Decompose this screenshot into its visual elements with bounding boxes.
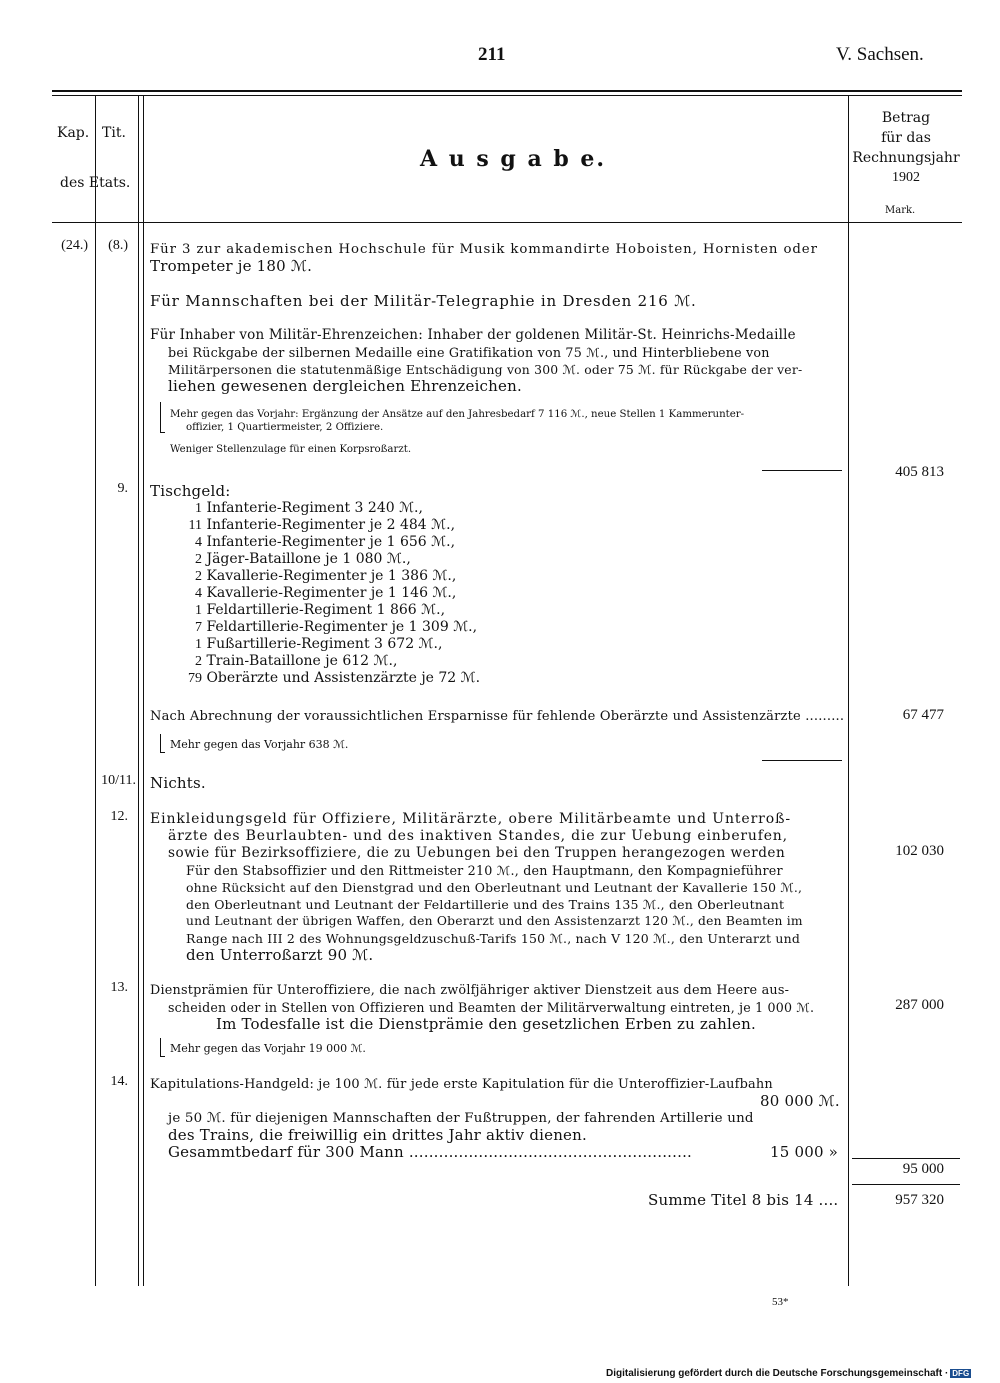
page-number: 211 xyxy=(478,44,506,65)
section-title: A u s g a b e. xyxy=(420,146,607,172)
item-text: Train-Bataillone je 612 ℳ., xyxy=(206,653,398,669)
entry-12-amount: 102 030 xyxy=(895,843,944,859)
entry-9-head: Tischgeld: xyxy=(150,482,231,500)
entry-14-amount: 95 000 xyxy=(902,1161,944,1177)
entry-8-note-2: offizier, 1 Quartiermeister, 2 Offiziere. xyxy=(186,422,384,433)
entry-8-note-1: Mehr gegen das Vorjahr: Ergänzung der Ansätze auf den Jahresbedarf 7 116 ℳ., neue Stellen 1 Kammerunter- xyxy=(170,409,745,420)
entry-8-kap: (24.) xyxy=(61,238,88,253)
top-double-rule-2 xyxy=(52,95,962,96)
entry-14-line-4: des Trains, die freiwillig ein drittes Jahr aktiv dienen. xyxy=(168,1126,587,1144)
item-count: 1 xyxy=(195,603,202,618)
entry-8-line-5: bei Rückgabe der silbernen Medaille eine Gratifikation von 75 ℳ., und Hinterbliebene von xyxy=(168,345,770,360)
sum-label: Summe Titel 8 bis 14 .... xyxy=(648,1191,839,1209)
entry-13-line-3: Im Todesfalle ist die Dienstprämie den gesetzlichen Erben zu zahlen. xyxy=(216,1015,756,1033)
list-item xyxy=(170,670,480,687)
entry-10-tit: 10/11. xyxy=(101,773,136,788)
item-count: 1 xyxy=(195,637,202,652)
item-count: 2 xyxy=(195,654,202,669)
list-item xyxy=(170,551,480,568)
item-count: 1 xyxy=(195,501,202,516)
betrag-line-2: für das xyxy=(881,130,931,146)
item-text: Jäger-Bataillone je 1 080 ℳ., xyxy=(206,551,411,567)
col-divider-amount xyxy=(848,96,849,1286)
item-count: 2 xyxy=(195,552,202,567)
entry-8-subtotal-rule xyxy=(762,470,842,471)
item-text: Feldartillerie-Regimenter je 1 309 ℳ., xyxy=(206,619,478,635)
col-betrag-header xyxy=(850,108,962,188)
item-text: Oberärzte und Assistenzärzte je 72 ℳ. xyxy=(206,670,481,686)
entry-9-note-bracket xyxy=(160,734,165,753)
entry-12-line-8: Range nach III 2 des Wohnungsgeldzuschuß-Tarifs 150 ℳ., nach V 120 ℳ., den Unterarzt und xyxy=(186,931,801,946)
entry-13-note: Mehr gegen das Vorjahr 19 000 ℳ. xyxy=(170,1042,366,1055)
sum-amount: 957 320 xyxy=(895,1192,944,1208)
entry-8-line-2: Trompeter je 180 ℳ. xyxy=(150,257,313,275)
betrag-line-1: Betrag xyxy=(881,110,931,126)
entry-14-line-6: 15 000 » xyxy=(770,1143,839,1161)
top-double-rule-1 xyxy=(52,90,962,92)
entry-12-line-7: und Leutnant der übrigen Waffen, den Oberarzt und den Assistenzarzt 120 ℳ., den Beamten im xyxy=(186,914,803,928)
list-item xyxy=(170,500,480,517)
entry-13-amount: 287 000 xyxy=(895,997,944,1013)
list-item xyxy=(170,585,480,602)
list-item xyxy=(170,653,480,670)
entry-12-line-6: den Oberleutnant und Leutnant der Feldartillerie und des Trains 135 ℳ., den Oberleutnant xyxy=(186,897,785,912)
entry-14-tit: 14. xyxy=(110,1074,128,1089)
entry-13-tit: 13. xyxy=(110,980,128,995)
entry-8-note-bracket xyxy=(160,402,165,433)
signature-mark: 53* xyxy=(772,1296,789,1308)
entry-8-line-6: Militärpersonen die statutenmäßige Entschädigung von 300 ℳ. oder 75 ℳ. für Rückgabe der ver- xyxy=(168,362,803,377)
item-count: 79 xyxy=(188,671,202,686)
entry-13-note-bracket xyxy=(160,1038,165,1057)
item-text: Feldartillerie-Regiment 1 866 ℳ., xyxy=(206,602,446,618)
sum-rule xyxy=(852,1184,960,1185)
entry-12-line-5: ohne Rücksicht auf den Dienstgrad und den Oberleutnant und Leutnant der Kavallerie 150 ℳ., xyxy=(186,880,803,895)
footer-credit xyxy=(606,1368,971,1379)
entry-14-subtotal-rule xyxy=(852,1158,960,1159)
entry-9-item-list xyxy=(170,500,480,687)
list-item xyxy=(170,534,480,551)
dfg-logo: DFG xyxy=(952,1369,970,1378)
list-item xyxy=(170,636,480,653)
footer-text: Digitalisierung gefördert durch die Deutsche Forschungsgemeinschaft · xyxy=(606,1368,949,1379)
item-text: Infanterie-Regimenter je 1 656 ℳ., xyxy=(206,534,456,550)
item-text: Infanterie-Regiment 3 240 ℳ., xyxy=(206,500,423,516)
entry-14-line-3: je 50 ℳ. für diejenigen Mannschaften der Fußtruppen, der fahrenden Artillerie und xyxy=(168,1111,754,1126)
entry-12-tit: 12. xyxy=(110,809,128,824)
entry-8-line-1: Für 3 zur akademischen Hochschule für Musik kommandirte Hoboisten, Hornisten oder xyxy=(150,242,818,257)
entry-12-line-1: Einkleidungsgeld für Offiziere, Militärärzte, obere Militärbeamte und Unterroß- xyxy=(150,811,791,827)
col-kap-header: Kap. xyxy=(57,125,90,141)
entry-9-tit: 9. xyxy=(117,481,128,496)
entry-14-line-1: Kapitulations-Handgeld: je 100 ℳ. für jede erste Kapitulation für die Unteroffizier-Laufbahn xyxy=(150,1077,773,1092)
betrag-line-3: Rechnungsjahr xyxy=(852,150,960,166)
item-text: Infanterie-Regimenter je 2 484 ℳ., xyxy=(206,517,456,533)
entry-10-text: Nichts. xyxy=(150,774,206,792)
entry-8-line-4: Für Inhaber von Militär-Ehrenzeichen: Inhaber der goldenen Militär-St. Heinrichs-Medaille xyxy=(150,327,796,343)
item-text: Kavallerie-Regimenter je 1 386 ℳ., xyxy=(206,568,457,584)
entry-9-note: Mehr gegen das Vorjahr 638 ℳ. xyxy=(170,738,349,751)
item-count: 4 xyxy=(195,535,202,550)
entry-8-line-7: liehen gewesenen dergleichen Ehrenzeichen. xyxy=(168,377,522,395)
list-item xyxy=(170,517,480,534)
list-item xyxy=(170,602,480,619)
betrag-line-4: 1902 xyxy=(892,170,920,185)
entry-12-line-2: ärzte des Beurlaubten- und des inaktiven Standes, die zur Uebung einberufen, xyxy=(168,828,788,844)
col-tit-header: Tit. xyxy=(102,125,126,141)
entry-8-tit: (8.) xyxy=(108,238,128,253)
item-count: 7 xyxy=(195,620,202,635)
entry-9-amount: 67 477 xyxy=(902,707,944,723)
col-divider-text-left xyxy=(143,96,144,1286)
entry-9-subtotal-rule xyxy=(762,760,842,761)
entry-9-deduction: Nach Abrechnung der voraussichtlichen Ersparnisse für fehlende Oberärzte und Assistenzärzte ......... xyxy=(150,709,845,724)
header-bottom-rule xyxy=(52,222,962,223)
item-text: Kavallerie-Regimenter je 1 146 ℳ., xyxy=(206,585,457,601)
item-count: 11 xyxy=(188,518,202,533)
col-des-etats-header: des Etats. xyxy=(60,175,131,191)
item-count: 2 xyxy=(195,569,202,584)
entry-13-line-1: Dienstprämien für Unteroffiziere, die nach zwölfjähriger aktiver Dienstzeit aus dem Heere aus- xyxy=(150,983,790,998)
entry-8-note-3: Weniger Stellenzulage für einen Korpsroßarzt. xyxy=(170,444,412,455)
entry-13-line-2: scheiden oder in Stellen von Offizieren und Beamten der Militärverwaltung eintreten, je 1 000 ℳ. xyxy=(168,1000,815,1015)
entry-12-line-3: sowie für Bezirksoffiziere, die zu Uebungen bei den Truppen herangezogen werden xyxy=(168,845,786,861)
entry-14-line-5: Gesammtbedarf für 300 Mann ......................................................... xyxy=(168,1144,693,1161)
col-mark-header: Mark. xyxy=(885,205,916,216)
item-text: Fußartillerie-Regiment 3 672 ℳ., xyxy=(206,636,443,652)
entry-14-line-2: 80 000 ℳ. xyxy=(760,1092,840,1110)
list-item xyxy=(170,568,480,585)
col-divider-kap xyxy=(95,96,96,1286)
entry-12-line-4: Für den Stabsoffizier und den Rittmeister 210 ℳ., den Hauptmann, den Kompagnieführer xyxy=(186,863,783,878)
entry-8-line-3: Für Mannschaften bei der Militär-Telegraphie in Dresden 216 ℳ. xyxy=(150,292,697,310)
region-title: V. Sachsen. xyxy=(836,44,924,65)
entry-8-amount: 405 813 xyxy=(895,464,944,480)
col-divider-tit xyxy=(138,96,139,1286)
item-count: 4 xyxy=(195,586,202,601)
entry-12-line-9: den Unterroßarzt 90 ℳ. xyxy=(186,946,374,964)
list-item xyxy=(170,619,480,636)
